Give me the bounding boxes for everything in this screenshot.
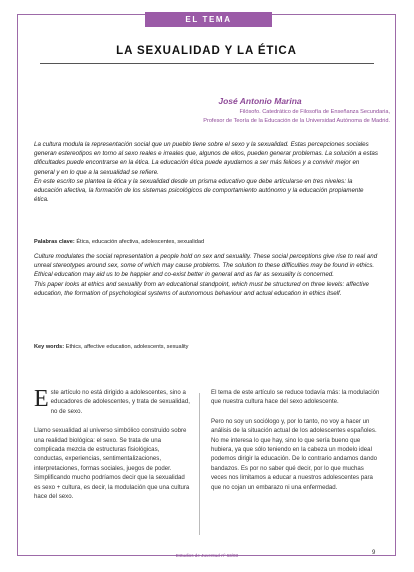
abstract-spanish [34, 140, 379, 204]
body-left-paragraph-1-text: ste artículo no está dirigido a adolescentes, sino a educadores de adolescentes, y trata de sexualidad, no de sexo. [50, 389, 190, 415]
body-right-paragraph-1: El tema de este artículo se reduce todavía más: la modulación que nuestra cultura hace del sexo adolescente. [211, 389, 380, 406]
abstract-english-paragraph-1: Culture modulates the social representation a people hold on sex and sexuality. These social perceptions give rise to real and unreal stereotypes around sex, some of which may cause problems. The solution to these difficulties may be found in ethics. Ethical education may aid us to be happier and co-exist better in general and as far as sexuality is concerned. [34, 253, 378, 279]
abstract-spanish-paragraph-1: La cultura modula la representación social que un pueblo tiene sobre el sexo y la sexualidad. Estas percepciones sociales generan estereotipos en torno al sexo reales e irreales que, algunos de ellos, pueden generar problemas. La solución a estas dificultades puede encontrarse en la ética. La educación ética puede ayudarnos a ser más felices y a convivir mejor en general y en lo que a la sexualidad se refiere. [34, 141, 378, 176]
keywords-spanish [34, 238, 379, 246]
author-affiliation-line-2: Profesor de Teoría de la Educación de la Universidad Autónoma de Madrid. [203, 117, 390, 124]
keywords-english-label: Key words: [34, 344, 65, 350]
keywords-spanish-label: Palabras clave: [34, 239, 75, 245]
page-number: 9 [372, 550, 376, 556]
keywords-english-text: Ethics, affective education, adolescents, sexuality [65, 344, 189, 350]
body-left-paragraph-1 [34, 388, 190, 416]
body-column-left [34, 388, 190, 511]
keywords-english [34, 343, 379, 351]
footer-journal: Estudios de Juventud nº 63/03 [175, 553, 239, 558]
abstract-english [34, 252, 379, 298]
drop-cap: E [34, 386, 49, 412]
title-divider [40, 63, 374, 64]
column-divider [199, 393, 200, 535]
article-title: LA SEXUALIDAD Y LA ÉTICA [116, 45, 297, 57]
section-tab: EL TEMA [145, 12, 272, 27]
keywords-spanish-text: Ética, educación afectiva, adolescentes, sexualidad [76, 239, 205, 245]
body-column-right [211, 388, 381, 502]
body-right-paragraph-2: Pero no soy un sociólogo y, por lo tanto, no voy a hacer un análisis de la situación actual de los adolescentes españoles. No me interesa lo que hay, sino lo que sería bueno que hubiera, ya que sólo teniendo en la cabeza un modelo ideal podemos dirigir la educación. De lo contrario andamos dando bandazos. Es por no saber qué decir, por lo que muchas veces nos limitamos a educar a nuestros adolescentes para que no cojan un embarazo ni una enfermedad. [211, 417, 377, 491]
author-affiliation [140, 108, 390, 125]
author-affiliation-line-1: Filósofo. Catedrático de Filosofía de Enseñanza Secundaria, [239, 109, 390, 115]
abstract-spanish-paragraph-2: En este escrito se plantea la ética y la sexualidad desde un prisma educativo que debe articularse en tres niveles: la educación afectiva, la formación de los sistemas psicológicos de comportamiento autónomo y la educación propiamente ética. [34, 177, 364, 204]
body-left-paragraph-2: Llamo sexualidad al universo simbólico construido sobre una realidad biológica: el sexo. Se trata de una complicada mezcla de estructuras fisiológicas, conductas, experiencias, sentimentalizaciones, interpretaciones, formas sociales, juegos de poder. Simplificando mucho podríamos decir que la sexualidad es sexo + cultura, es decir, la modulación que una cultura hace del sexo. [34, 427, 190, 501]
author-name: José Antonio Marina [218, 96, 302, 106]
abstract-english-paragraph-2: This paper looks at ethics and sexuality from an educational standpoint, which must be structured on three levels: affective education, the formation of psychological systems of autonomous behaviour and actual education in ethics itself. [34, 280, 369, 297]
